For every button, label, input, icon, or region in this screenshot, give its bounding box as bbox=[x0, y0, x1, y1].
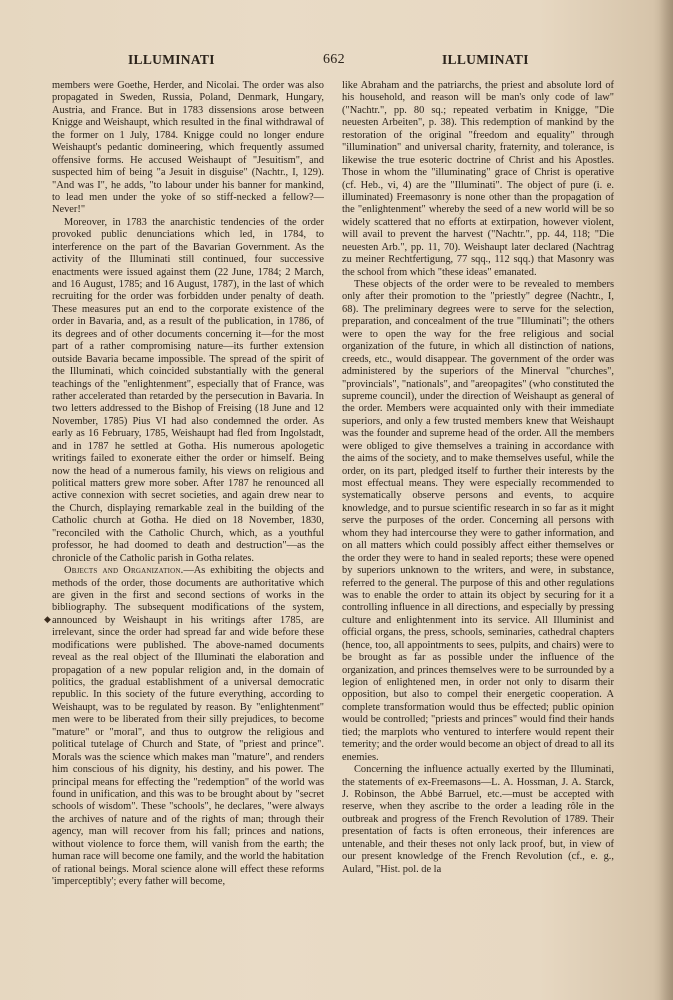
paragraph-text: —As exhibiting the objects and methods of the order, those documents are authoritative which are given in the first and second sections of works in the bibliography. The subsequent modifications of the system, announced by Weishaupt in his writings after 1785, are irrelevant, since the order had spread far and wide before these modifications were published. The above-named documents reveal as the real object of the Illuminati the elaboration and propagation of a new popular religion and, in the domain of politics, the gradual establishment of a universal democratic republic. In this society of the future everything, according to Weishaupt, was to be regulated by reason. By "enlightenment" men were to be liberated from their silly prejudices, to become "mature" or "moral", and thus to outgrow the religious and political tutelage of Church and State, of "priest and prince". Morals was the science which makes man "mature", and renders him conscious of his dignity, his destiny, and his power. The principal means for effecting the "redemption" of the world was found in unification, and this was to be brought about by "secret schools of wisdom". These "schools", he declares, "were always the archives of nature and of the rights of man; through their agency, man will recover from his fall; princes and nations, without violence to force them, will vanish from the earth; the human race will become one family, and the world the habitation of rational beings. Moral science alone will effect these reforms 'imperceptibly'; every father will become, bbox=[52, 565, 324, 887]
paragraph: members were Goethe, Herder, and Nicolai. The order was also propagated in Sweden, Russia, Poland, Denmark, Hungary, Austria, and France. But in 1783 dissensions arose between Knigge and Weishaupt, which resulted in the final withdrawal of the former on 1 July, 1784. Knigge could no longer endure Weishaupt's pedantic domineering, which frequently assumed offensive forms. He accused Weishaupt of "Jesuitism", and suspected him of being "a Jesuit in disguise" (Nachtr., I, 129). "And was I", he adds, "to labour under his banner for mankind, to lead men under the yoke of so stiff-necked a fellow?—Never!" bbox=[52, 80, 324, 216]
margin-mark-icon: ◆ bbox=[44, 614, 51, 624]
paragraph: These objects of the order were to be revealed to members only after their promotion to the "priestly" degree (Nachtr., I, 68). The preliminary degrees were to serve for the selection, preparation, and concealment of the true "Illuminati"; the others were to open the way for the free religious and social organization of the future, in which all distinction of nations, creeds, etc., would disappear. The government of the order was administered by the superiors of the Minerval "churches", "provincials", "nationals", and "areopagites" (who constituted the supreme council), under the direction of Weishaupt as general of the order. Members were acquainted only with their immediate superiors, and only a few trusted members knew that Weishaupt was the founder and supreme head of the order. All the members were obliged to give themselves a training in accordance with the aims of the society, and to make themselves useful, while the order, on its part, pledged itself to further their interests by the most effectual means. They were especially recommended to systematically observe persons and events, to acquire knowledge, and to pursue scientific research in so far as it might serve the purposes of the order. Concerning all persons with whom they had intercourse they were to gather information, and on all matters which could possibly affect either themselves or the order they were to hand in sealed reports; these were opened by superiors unknown to the writers, and were, in substance, referred to the general. The purpose of this and other regulations was to enable the order to attain its object by securing for it a controlling influence in all directions, and especially by pressing culture and enlightenment into its service. All Illuminist and official organs, the press, schools, seminaries, cathedral chapters (hence, too, all appointments to sees, pulpits, and chairs) were to be brought as far as possible under the influence of the organization, and princes themselves were to be surrounded by a legion of enlightened men, in order not only to disarm their opposition, but also to compel their energetic cooperation. A complete transformation would thus be effected; public opinion would be controlled; "priests and princes" would find their hands tied; the marplots who ventured to interfere would repent their temerity; and the order would become an object of dread to all its enemies. bbox=[342, 279, 614, 763]
text-columns bbox=[52, 80, 612, 985]
section-heading: Objects and Organization. bbox=[64, 565, 184, 577]
page-binding-shadow bbox=[659, 0, 673, 1000]
running-header bbox=[0, 52, 673, 72]
paragraph: Concerning the influence actually exerted by the Illuminati, the statements of ex-Freemasons—L. A. Hossman, J. A. Starck, J. Robinson, the Abbé Barruel, etc.—must be accepted with reserve, when they ascribe to the order a leading rôle in the outbreak and progress of the French Revolution of 1789. Their presentation of facts is often erroneous, their inferences are untenable, and their theses not only lack proof, but, in view of our present knowledge of the French Revolution (cf., e. g., Aulard, "Hist. pol. de la bbox=[342, 764, 614, 875]
header-left-title: ILLUMINATI bbox=[128, 52, 215, 67]
paragraph bbox=[52, 565, 324, 888]
page-number: 662 bbox=[323, 52, 345, 67]
left-column bbox=[52, 80, 324, 985]
paragraph: Moreover, in 1783 the anarchistic tendencies of the order provoked public denunciations which led, in 1784, to interference on the part of the Bavarian Government. As the activity of the Illuminati still continued, four successive enactments were issued against them (22 June, 1784; 2 March, and 16 August, 1785; and 16 August, 1787), in the last of which recruiting for the order was forbidden under penalty of death. These measures put an end to the corporate existence of the order in Bavaria, and, as a result of the publication, in 1786, of its degrees and of other documents concerning it—for the most part of a rather compromising nature—its further extension outside Bavaria became impossible. The spread of the spirit of the Illuminati, which coincided substantially with the general teachings of the "enlightenment", especially that of France, was rather accelerated than retarded by the persecution in Bavaria. In two letters addressed to the Bishop of Freising (18 June and 12 November, 1785) Pius VI had also condemned the order. As early as 16 February, 1785, Weishaupt had fled from Ingolstadt, and in 1787 he settled at Gotha. His numerous apologetic writings failed to exonerate either the order or himself. Being now the head of a numerous family, his views on religious and political matters grew more sober. After 1787 he renounced all active connexion with secret societies, and again drew near to the Church, displaying remarkable zeal in the building of the Catholic church at Gotha. He died on 18 November, 1830, "reconciled with the Catholic Church, which, as a youthful professor, he had doomed to death and destruction"—as the chronicle of the Catholic parish in Gotha relates. bbox=[52, 216, 324, 564]
paragraph: like Abraham and the patriarchs, the priest and absolute lord of his household, and reason will be man's only code of law" ("Nachtr.", pp. 80 sq.; repeated verbatim in Knigge, "Die neuesten Arbeiten", p. 38). This redemption of mankind by the restoration of the original "freedom and equality" through "illumination" and universal charity, fraternity, and tolerance, is likewise the true esoteric doctrine of Christ and his Apostles. Those in whom the "illuminating" grace of Christ is operative (cf. Heb., vi, 4) are the "Illuminati". The object of pure (i. e. illuminated) Freemasonry is none other than the propagation of the "enlightenment" whereby the seed of a new world will be so widely scattered that no efforts at extirpation, however violent, will avail to prevent the harvest ("Nachtr.", pp. 44, 118; "Die neuesten Arb.", pp. 11, 70). Weishaupt later declared (Nachtrag zu meiner Rechtfertigung, 77 sqq., 112 sqq.) that Masonry was the school from which "these ideas" emanated. bbox=[342, 80, 614, 278]
right-column bbox=[342, 80, 614, 985]
header-right-title: ILLUMINATI bbox=[442, 52, 529, 67]
